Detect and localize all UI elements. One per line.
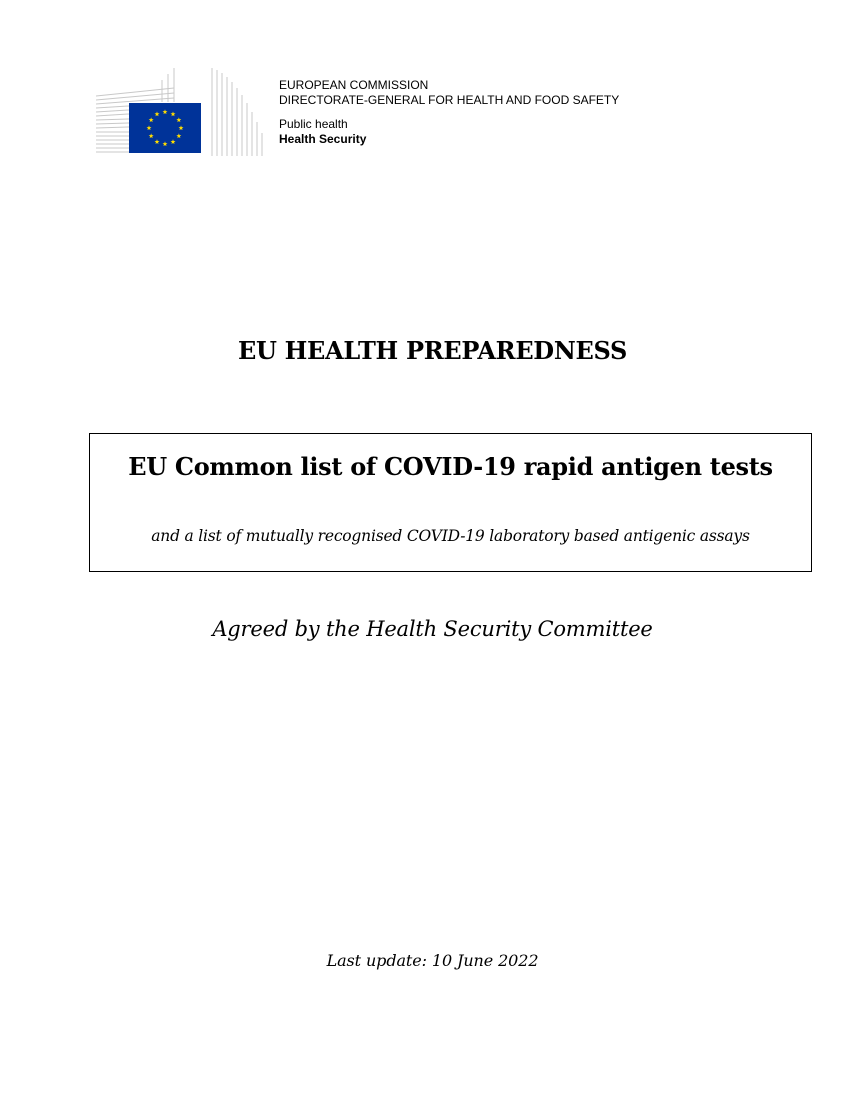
subunit-name: Health Security <box>279 132 367 146</box>
organisation-name: EUROPEAN COMMISSION <box>279 78 429 92</box>
document-header <box>96 66 796 162</box>
european-commission-logo-icon <box>96 66 264 158</box>
agreed-by-statement: Agreed by the Health Security Committee <box>212 617 653 641</box>
title-box <box>89 433 812 572</box>
last-update-date: Last update: 10 June 2022 <box>326 951 539 970</box>
unit-name: Public health <box>279 117 348 131</box>
organisation-block <box>279 78 619 147</box>
main-title: EU HEALTH PREPAREDNESS <box>237 336 627 365</box>
document-subtitle: and a list of mutually recognised COVID-19 laboratory based antigenic assays <box>151 527 750 545</box>
document-title: EU Common list of COVID-19 rapid antigen tests <box>128 452 773 481</box>
directorate-general: DIRECTORATE-GENERAL FOR HEALTH AND FOOD SAFETY <box>279 93 620 107</box>
